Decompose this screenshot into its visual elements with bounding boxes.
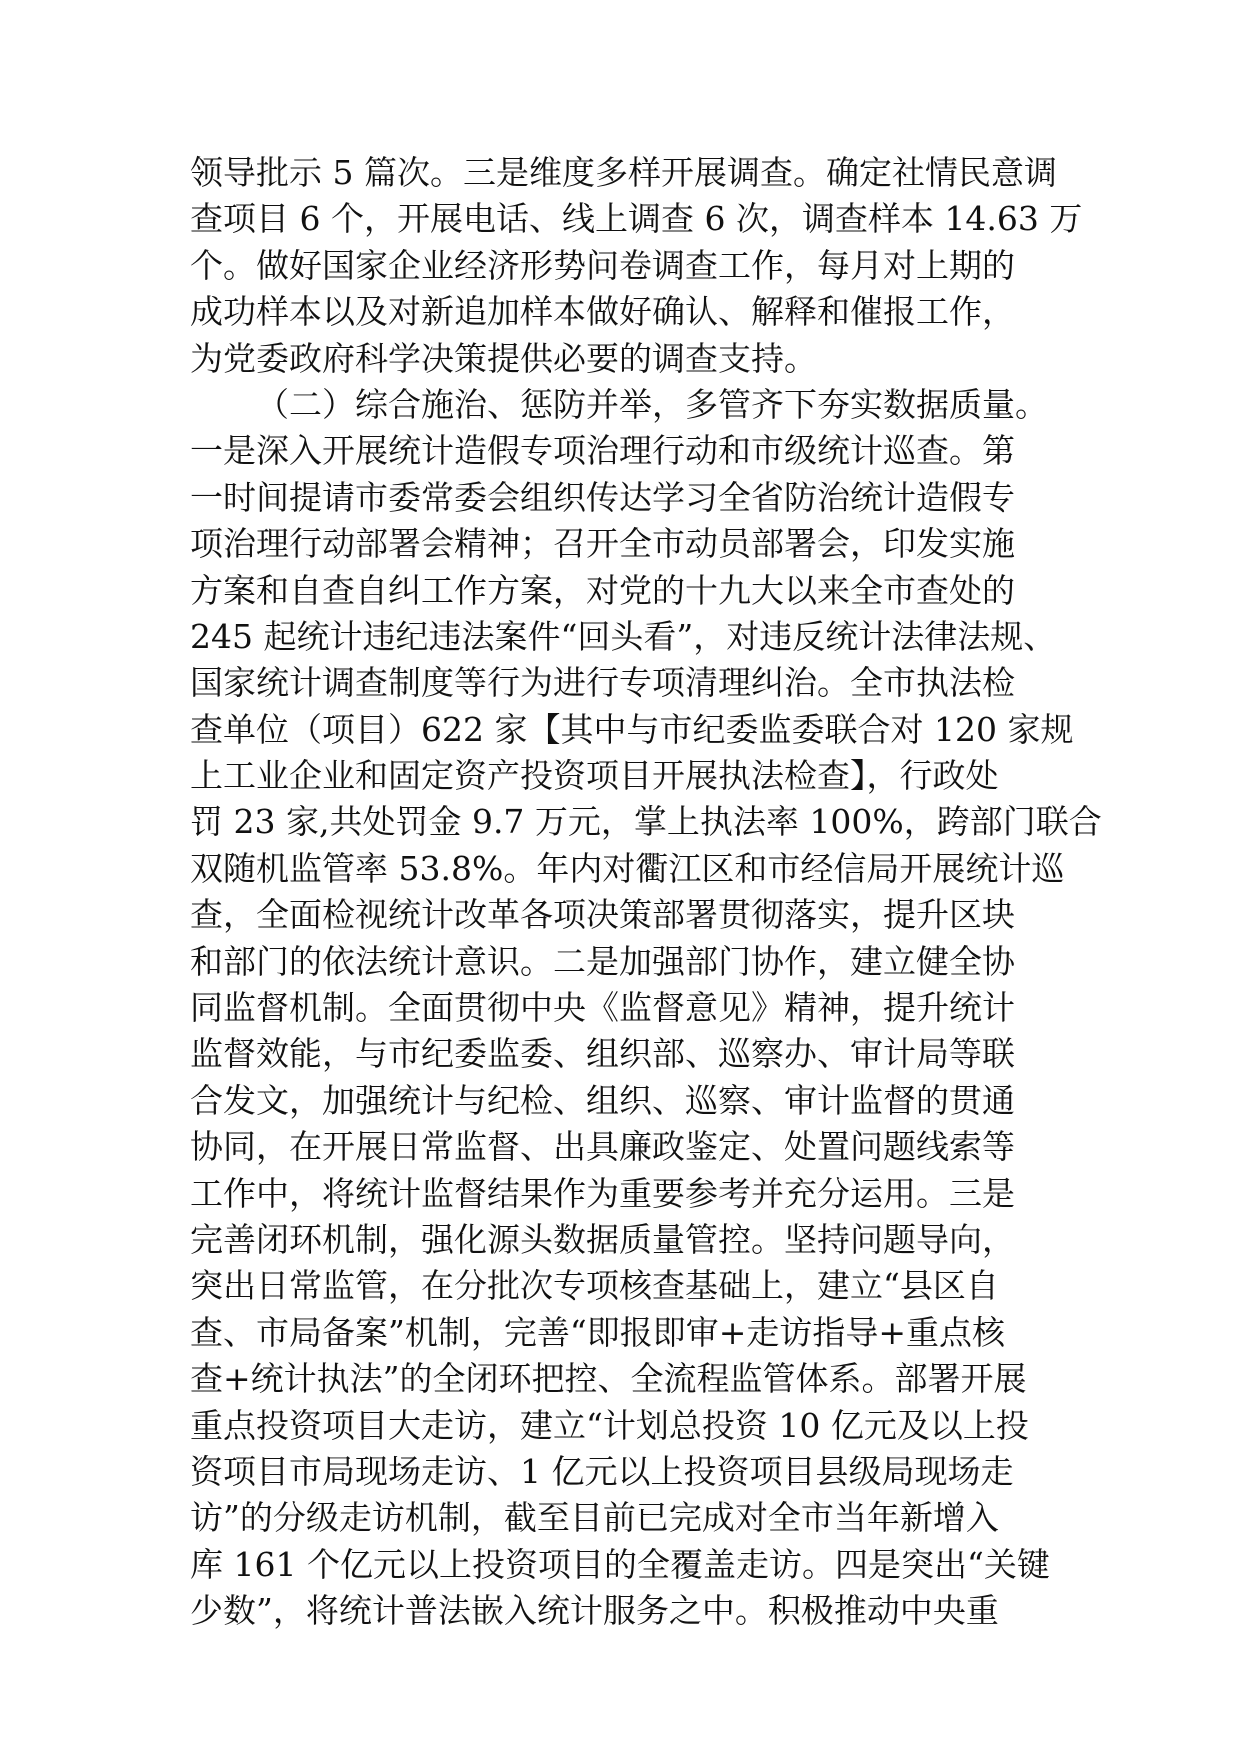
text-line: 一是深入开展统计造假专项治理行动和市级统计巡查。第 xyxy=(190,431,1015,471)
text-line: 监督效能，与市纪委监委、组织部、巡察办、审计局等联 xyxy=(190,1034,1015,1074)
text-line: 为党委政府科学决策提供必要的调查支持。 xyxy=(190,338,817,378)
text-line: 突出日常监管，在分批次专项核查基础上，建立“县区自 xyxy=(190,1266,999,1306)
text-line: 方案和自查自纠工作方案，对党的十九大以来全市查处的 xyxy=(190,570,1015,610)
text-line: 上工业企业和固定资产投资项目开展执法检查】，行政处 xyxy=(190,756,999,796)
text-line: 同监督机制。全面贯彻中央《监督意见》精神，提升统计 xyxy=(190,988,1015,1028)
text-line: 查单位（项目）622 家【其中与市纪委监委联合对 120 家规 xyxy=(190,709,1074,749)
text-line: 合发文，加强统计与纪检、组织、巡察、审计监督的贯通 xyxy=(190,1080,1015,1120)
text-line: 资项目市局现场走访、1 亿元以上投资项目县级局现场走 xyxy=(190,1451,1014,1491)
text-line: 和部门的依法统计意识。二是加强部门协作，建立健全协 xyxy=(190,941,1015,981)
text-line: 项治理行动部署会精神；召开全市动员部署会，印发实施 xyxy=(190,524,1015,564)
text-line: 领导批示 5 篇次。三是维度多样开展调查。确定社情民意调 xyxy=(190,153,1057,192)
text-line: 访”的分级走访机制，截至目前已完成对全市当年新增入 xyxy=(190,1498,999,1538)
text-line: 查项目 6 个，开展电话、线上调查 6 次，调查样本 14.63 万 xyxy=(190,199,1083,239)
text-line: 个。做好国家企业经济形势问卷调查工作，每月对上期的 xyxy=(190,245,1015,285)
text-line: 罚 23 家,共处罚金 9.7 万元，掌上执法率 100%，跨部门联合 xyxy=(190,802,1102,842)
text-line: 查、市局备案”机制，完善“即报即审+走访指导+重点核 xyxy=(190,1312,1006,1352)
text-line: 库 161 个亿元以上投资项目的全覆盖走访。四是突出“关键 xyxy=(190,1544,1050,1584)
text-line: 245 起统计违纪违法案件“回头看”，对违反统计法律法规、 xyxy=(190,616,1057,656)
text-line: 重点投资项目大走访，建立“计划总投资 10 亿元及以上投 xyxy=(190,1405,1029,1445)
text-line: 双随机监管率 53.8%。年内对衢江区和市经信局开展统计巡 xyxy=(190,848,1065,888)
text-line: 协同，在开展日常监督、出具廉政鉴定、处置问题线索等 xyxy=(190,1127,1015,1167)
section-heading-line: （二）综合施治、惩防并举，多管齐下夯实数据质量。 xyxy=(256,384,1048,424)
body-text xyxy=(190,150,1102,1635)
text-line: 少数”，将统计普法嵌入统计服务之中。积极推动中央重 xyxy=(190,1591,999,1631)
text-line: 完善闭环机制，强化源头数据质量管控。坚持问题导向， xyxy=(190,1219,1015,1259)
text-line: 工作中，将统计监督结果作为重要参考并充分运用。三是 xyxy=(190,1173,1015,1213)
text-line: 一时间提请市委常委会组织传达学习全省防治统计造假专 xyxy=(190,477,1015,517)
text-line: 国家统计调查制度等行为进行专项清理纠治。全市执法检 xyxy=(190,663,1015,703)
text-line: 成功样本以及对新追加样本做好确认、解释和催报工作， xyxy=(190,292,1015,332)
text-line: 查+统计执法”的全闭环把控、全流程监管体系。部署开展 xyxy=(190,1359,1027,1399)
text-line: 查，全面检视统计改革各项决策部署贯彻落实，提升区块 xyxy=(190,895,1015,935)
